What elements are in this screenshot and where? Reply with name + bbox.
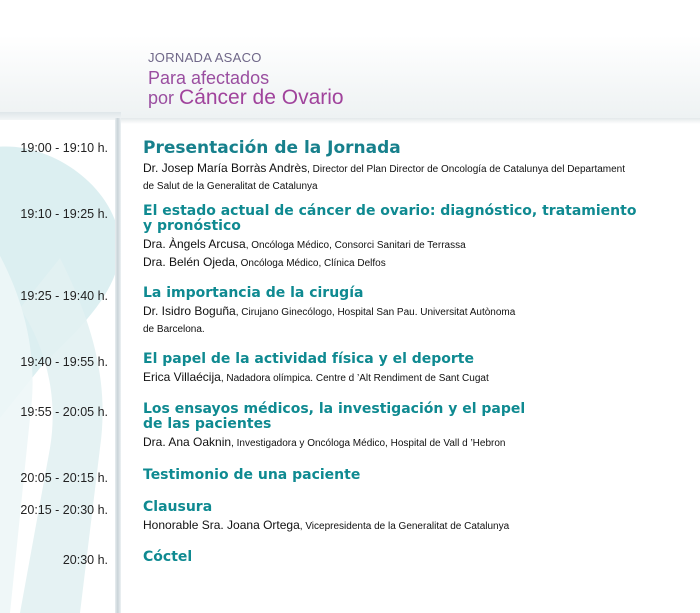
content-top-shadow xyxy=(121,118,700,124)
event-title-prefix: por xyxy=(148,88,180,108)
vertical-divider xyxy=(115,118,121,613)
speaker-role: , Nadadora olímpica. Centre d ’Alt Rendiment de Sant Cugat xyxy=(220,373,489,384)
speaker-line xyxy=(143,303,688,321)
speaker-line xyxy=(143,160,688,178)
event-title-emphasis: Cáncer de Ovario xyxy=(179,86,344,109)
header xyxy=(148,50,344,108)
header-band xyxy=(0,0,700,118)
speaker-role: de Salut de la Generalitat de Catalunya xyxy=(143,181,318,192)
session-time: 19:25 - 19:40 h. xyxy=(20,289,108,303)
session-time: 19:00 - 19:10 h. xyxy=(20,141,108,155)
session-title-line: Los ensayos médicos, la investigación y el papel xyxy=(143,401,526,417)
speaker-name: Dra. Ana Oaknin xyxy=(143,435,232,449)
speaker-line xyxy=(143,517,688,535)
speaker-role: , Oncóloga Médico, Consorci Sanitari de Terrassa xyxy=(245,240,466,251)
speaker-name: Dra. Belén Ojeda xyxy=(143,255,236,269)
session-time: 20:30 h. xyxy=(62,553,108,567)
speaker-name: Dra. Àngels Arcusa xyxy=(143,237,246,251)
session-title-line: El estado actual de cáncer de ovario: diagnóstico, tratamiento xyxy=(143,203,637,219)
session-title: Cóctel xyxy=(143,549,193,565)
speaker-name: Dr. Josep María Borràs Andrès xyxy=(143,161,308,175)
event-title-line2 xyxy=(148,88,344,108)
session-title: Testimonio de una paciente xyxy=(143,467,361,483)
speaker-name: Erica Villaécija xyxy=(143,370,221,384)
speaker-line xyxy=(143,434,688,452)
session-title: Presentación de la Jornada xyxy=(143,138,401,158)
speaker-role: , Director del Plan Director de Oncología de Catalunya del Departament xyxy=(307,164,626,175)
speaker-name: Honorable Sra. Joana Ortega xyxy=(143,518,300,532)
session-title: El papel de la actividad física y el deporte xyxy=(143,351,474,367)
speaker-role: de Barcelona. xyxy=(143,324,205,335)
session-time: 20:15 - 20:30 h. xyxy=(20,503,108,517)
speaker-line xyxy=(143,236,688,254)
session-time: 19:55 - 20:05 h. xyxy=(20,405,108,419)
event-label: JORNADA ASACO xyxy=(148,50,262,65)
event-title-line1: Para afectados xyxy=(148,68,270,88)
speaker-name: Dr. Isidro Boguña xyxy=(143,304,236,318)
session-title-line: de las pacientes xyxy=(143,416,272,432)
session-title: La importancia de la cirugía xyxy=(143,285,364,301)
speaker-role: , Cirujano Ginecólogo, Hospital San Pau. Universitat Autònoma xyxy=(235,307,516,318)
speaker-line xyxy=(143,369,688,387)
session-time: 19:40 - 19:55 h. xyxy=(20,355,108,369)
session-title-line: y pronóstico xyxy=(143,218,241,234)
speaker-role: , Vicepresidenta de la Generalitat de Catalunya xyxy=(299,521,510,532)
session-time: 19:10 - 19:25 h. xyxy=(20,207,108,221)
speaker-role: , Oncóloga Médico, Clínica Delfos xyxy=(235,258,386,269)
session-title: Clausura xyxy=(143,499,213,515)
session-time: 20:05 - 20:15 h. xyxy=(20,471,108,485)
speaker-line xyxy=(143,254,688,272)
speaker-line xyxy=(143,178,688,195)
speaker-line xyxy=(143,321,688,338)
speaker-role: , Investigadora y Oncóloga Médico, Hospital de Vall d ’Hebron xyxy=(231,438,506,449)
